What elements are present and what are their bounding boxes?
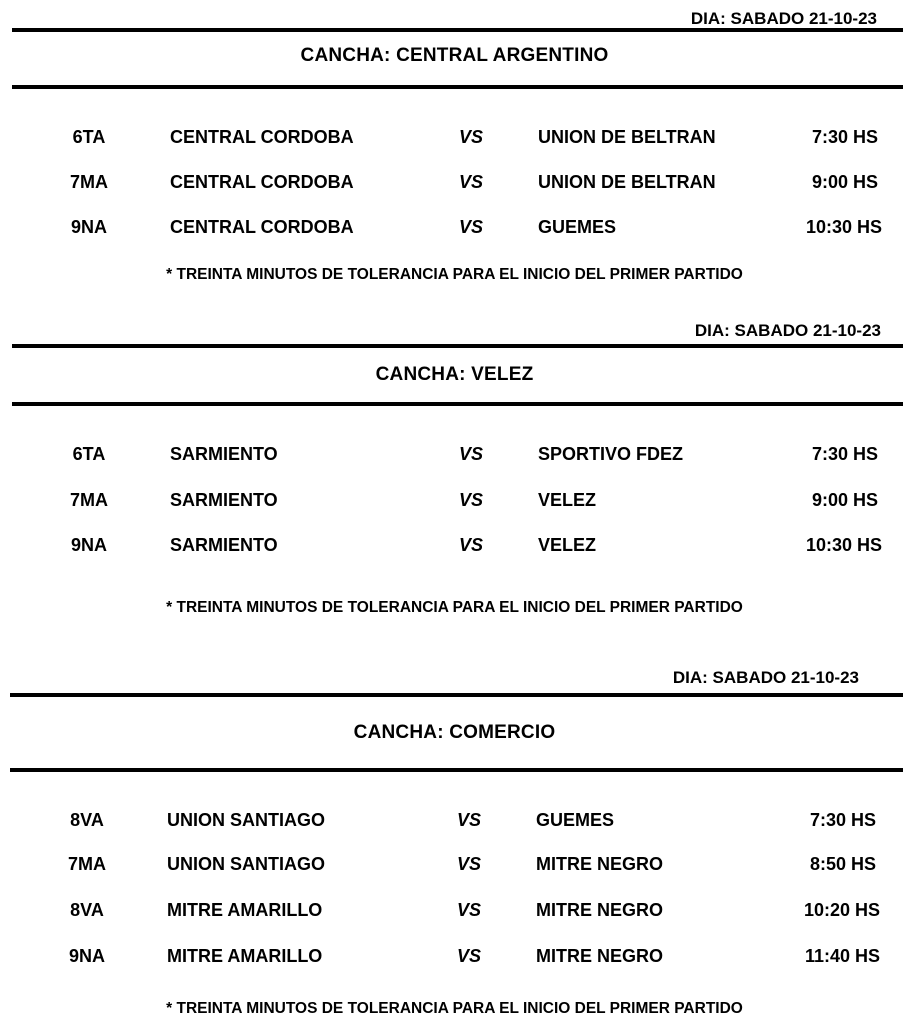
tolerance-note: * TREINTA MINUTOS DE TOLERANCIA PARA EL INICIO DEL PRIMER PARTIDO bbox=[166, 266, 743, 283]
match-vs: VS bbox=[458, 217, 483, 237]
match-vs: VS bbox=[458, 172, 483, 192]
match-away-team: MITRE NEGRO bbox=[536, 854, 664, 874]
match-row bbox=[0, 810, 909, 840]
match-vs: VS bbox=[458, 535, 483, 555]
match-category: 6TA bbox=[72, 127, 106, 147]
match-away-team: UNION DE BELTRAN bbox=[538, 172, 716, 192]
match-home-team: CENTRAL CORDOBA bbox=[170, 127, 354, 147]
divider bbox=[12, 28, 903, 32]
divider bbox=[12, 344, 903, 348]
match-time: 10:30 HS bbox=[805, 217, 882, 237]
match-time: 8:50 HS bbox=[809, 854, 876, 874]
section-date: DIA: SABADO 21-10-23 bbox=[690, 9, 877, 28]
match-home-team: SARMIENTO bbox=[170, 535, 278, 555]
section-date: DIA: SABADO 21-10-23 bbox=[672, 668, 859, 687]
match-vs: VS bbox=[458, 444, 483, 464]
match-row bbox=[0, 854, 909, 884]
match-away-team: GUEMES bbox=[538, 217, 617, 237]
match-time: 7:30 HS bbox=[811, 444, 878, 464]
match-home-team: UNION SANTIAGO bbox=[167, 854, 326, 874]
match-vs: VS bbox=[456, 900, 481, 920]
match-vs: VS bbox=[456, 854, 481, 874]
match-time: 7:30 HS bbox=[809, 810, 876, 830]
match-vs: VS bbox=[456, 810, 481, 830]
match-row bbox=[0, 172, 909, 202]
divider bbox=[12, 85, 903, 89]
divider bbox=[10, 768, 903, 772]
match-row bbox=[0, 444, 909, 474]
match-time: 10:20 HS bbox=[803, 900, 880, 920]
divider bbox=[10, 693, 903, 697]
match-category: 9NA bbox=[70, 217, 107, 237]
match-time: 10:30 HS bbox=[805, 535, 882, 555]
match-away-team: GUEMES bbox=[536, 810, 615, 830]
section-title: CANCHA: COMERCIO bbox=[353, 722, 556, 743]
match-category: 7MA bbox=[67, 854, 106, 874]
section-title: CANCHA: CENTRAL ARGENTINO bbox=[300, 45, 609, 66]
match-row bbox=[0, 490, 909, 520]
match-row bbox=[0, 946, 909, 976]
match-row bbox=[0, 217, 909, 247]
match-time: 7:30 HS bbox=[811, 127, 878, 147]
match-home-team: SARMIENTO bbox=[170, 444, 278, 464]
match-category: 6TA bbox=[72, 444, 106, 464]
match-category: 8VA bbox=[70, 810, 104, 830]
match-away-team: MITRE NEGRO bbox=[536, 900, 664, 920]
section-title: CANCHA: VELEZ bbox=[375, 364, 534, 385]
match-vs: VS bbox=[458, 127, 483, 147]
tolerance-note: * TREINTA MINUTOS DE TOLERANCIA PARA EL INICIO DEL PRIMER PARTIDO bbox=[166, 599, 743, 616]
section-date: DIA: SABADO 21-10-23 bbox=[694, 321, 881, 340]
match-row bbox=[0, 900, 909, 930]
match-away-team: UNION DE BELTRAN bbox=[538, 127, 716, 147]
match-away-team: MITRE NEGRO bbox=[536, 946, 664, 966]
match-home-team: MITRE AMARILLO bbox=[167, 900, 323, 920]
match-category: 7MA bbox=[69, 172, 108, 192]
match-vs: VS bbox=[458, 490, 483, 510]
match-vs: VS bbox=[456, 946, 481, 966]
match-away-team: SPORTIVO FDEZ bbox=[538, 444, 684, 464]
match-time: 9:00 HS bbox=[811, 490, 878, 510]
match-home-team: MITRE AMARILLO bbox=[167, 946, 323, 966]
match-category: 9NA bbox=[68, 946, 105, 966]
match-home-team: CENTRAL CORDOBA bbox=[170, 172, 354, 192]
match-time: 9:00 HS bbox=[811, 172, 878, 192]
match-home-team: CENTRAL CORDOBA bbox=[170, 217, 354, 237]
divider bbox=[12, 402, 903, 406]
match-category: 9NA bbox=[70, 535, 107, 555]
match-category: 7MA bbox=[69, 490, 108, 510]
match-away-team: VELEZ bbox=[538, 490, 597, 510]
match-row bbox=[0, 535, 909, 565]
tolerance-note: * TREINTA MINUTOS DE TOLERANCIA PARA EL INICIO DEL PRIMER PARTIDO bbox=[166, 1000, 743, 1017]
match-row bbox=[0, 127, 909, 157]
match-away-team: VELEZ bbox=[538, 535, 597, 555]
match-category: 8VA bbox=[70, 900, 104, 920]
match-home-team: UNION SANTIAGO bbox=[167, 810, 326, 830]
match-time: 11:40 HS bbox=[804, 946, 880, 966]
match-home-team: SARMIENTO bbox=[170, 490, 278, 510]
